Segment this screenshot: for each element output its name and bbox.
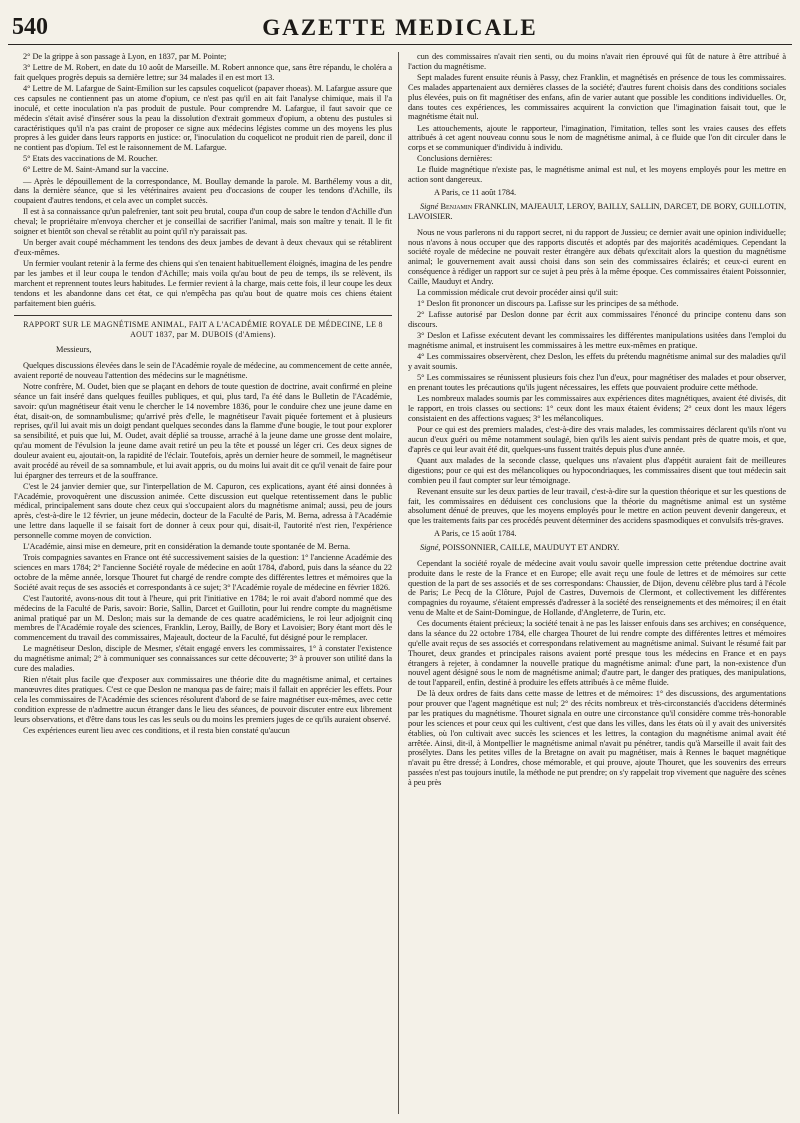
paragraph: Les attouchements, ajoute le rapporteur, l'imagination, l'imitation, telles sont les vraies causes des effets attribués à cet agent nouveau connu sous le nom de magnétisme animal, à ce fluide que l'on dit circuler dans le corps et se communiquer d'individu à individu. [408,123,786,153]
paragraph: Trois compagnies savantes en France ont été successivement saisies de la question: 1° l'ancienne Académie des sciences en mars 1784; 2° l'ancienne Société royale de médecine en août 1784, d'abord, puis dans la séance du 22 octobre de la même année, lorsque Thouret fut chargé de rendre compte des différentes lettres et mémoires que la Société avait reçus de ses associés et correspondants à ce sujet; 3° l'Académie royale de médecine en février 1826. [14,553,392,592]
paragraph: Notre confrère, M. Oudet, bien que se plaçant en dehors de toute question de doctrine, avait confirmé en pleine séance un fait inséré dans quelques feuilles publiques, et qui, plus tard, l'a été dans le Bulletin de l'Académie, savoir: qu'un magnétiseur était venu le chercher le 14 novembre 1836, pour le conduire chez une jeune dame en état, disait-on, de somnambulisme; qu'arrivé près d'elle, le magnétiseur l'avait piquée fortement et à plusieurs reprises, qu'il lui avait mis un doigt pendant quelques secondes dans la flamme d'une bougie, le tout pour explorer sa sensibilité, et puis que lui, M. Oudet, avait déplié sa trousse, arraché à la jeune dame une grosse dent molaire, qu'au moment de l'évulsion la jeune dame avait retiré un peu la tête et poussé un léger cri. Ces deux signes de douleur avaient eu, ajoutait-on, la rapidité de l'éclair. Toutefois, après un dernier heure de sommeil, le magnétiseur avait procédé au réveil de sa somnambule, et lui avait appris, ou du moins lui avait dit ce qu'il venait de faire pour lui épargner des terreurs et de la souffrance. [14,381,392,480]
paragraph: 6° Lettre de M. Saint-Amand sur la vaccine. [23,165,169,175]
paragraph: La commission médicale crut devoir procéder ainsi qu'il suit: [417,288,618,298]
page-header [8,10,792,45]
paragraph: C'est le 24 janvier dernier que, sur l'interpellation de M. Capuron, ces explications, ayant été ainsi données à l'Académie, provoquèrent une discussion animée. Cette discussion eut quelque retentissement dans le public médical, principalement sans doute chez ceux qui s'occupaient alors du magnétisme animal; aussi, peu de jours après, c'est-à-dire le 12 février, un jeune médecin, docteur de la Faculté de Paris, M. Berna, adressa à l'Académie une lettre dans laquelle il se faisait fort de donner à ceux pour qui, disait-il, l'autorité n'est rien, l'expérience personnelle comme moyen de conviction. [14,481,392,540]
paragraph: De là deux ordres de faits dans cette masse de lettres et de mémoires: 1° des discussions, des argumentations pour prouver que l'agent magnétique est nul; 2° des récits nombreux et très-circonstanciés d'accidens déterminés par les pratiques du magnétisme. Thouret signala en outre une circonstance qu'il considère comme très-honorable pour les sciences et pour ceux qui les cultivent, c'est que dans les villes, dans les états où il y avait des universités établies, où l'on cultivait avec succès les sciences et les lettres, la contagion du magnétisme animal avait été arrêtée. Ainsi, dit-il, à Montpellier le magnétisme animal n'avait pu pénétrer, tandis qu'à Marseille il avait fait des prosélytes. Dans les petites villes de la Bretagne on avait pu magnétiser, mais à Rennes le baquet magnétique n'avait pu être dressé; à Londres, chose mémorable, et qui prouve, ajoute Thouret, que les souvenirs des erreurs passées n'est pas toujours inutile, la méthode ne put prendre; on s'y rappelait trop vivement que naguère des scènes à peu près [408,689,786,787]
signature-b [408,543,786,553]
paragraph: 4° Les commissaires observèrent, chez Deslon, les effets du prétendu magnétisme animal sur des maladies qu'il y avait soumis. [408,352,786,372]
dateline-b: A Paris, ce 15 août 1784. [434,529,517,539]
paragraph: 5° Etats des vaccinations de M. Roucher. [23,154,158,164]
dateline-a: A Paris, ce 11 août 1784. [434,188,517,198]
report-title: RAPPORT SUR LE MAGNÉTISME ANIMAL, FAIT A L'ACADÉMIE ROYALE DE MÉDECINE, LE 8 AOUT 1837, par M. DUBOIS (d'Amiens). [14,315,392,340]
right-paragraphs-a [408,52,786,185]
paragraph: Il est à sa connaissance qu'un palefrenier, tant soit peu brutal, coupa d'un coup de sabre le tendon d'Achille d'un cheval; le propriétaire m'envoya chercher et je conseillai de sacrifier l'animal, mais son maître y tenait. Il le fit soigner et bientôt son cheval se rétablit au point qu'il n'y paraissait pas. [14,207,392,237]
signature-a-names: Benjamin FRANKLIN, MAJEAULT, LEROY, BAILLY, SALLIN, DARCET, DE BORY, GUILLOTIN, LAVOISIER. [408,202,786,221]
signature-a [408,202,786,222]
report-paragraphs [14,361,392,736]
paragraph: Quant aux malades de la seconde classe, quelques uns n'avaient plus d'appétit auraient fait de meilleures digestions; pour ce qui est des mélancoliques ou hypocondriaques, les commissaires disent que tout médecin sait combien peu il faut compter sur leur témoignage. [408,455,786,485]
paragraph: 2° De la grippe à son passage à Lyon, en 1837, par M. Pointe; [23,52,227,61]
paragraph: Revenant ensuite sur les deux parties de leur travail, c'est-à-dire sur la question théorique et sur les questions de fait, les commissaires en déduisent ces conclusions que la théorie du magnétisme animal est un système absolument dénué de preuves, que les moyens employés pour le mettre en action peuvent devenir dangereux, et que les traitements faits par ces procédés peuvent déterminer des accidens spasmodiques et convulsifs très-graves. [408,486,786,526]
paragraph: Cependant la société royale de médecine avait voulu savoir quelle impression cette prétendue doctrine avait produite dans le reste de la France et en Europe; elle avait reçu une foule de lettres et de mémoires sur cette question de la part de ses associés et de ses correspondans: Chaussier, de Dijon, devenu célèbre plus tard à l'école de Paris; Le Pecq de la Clôture, Pujol de Castres, Duvernois de Clermont, et collectivement les différentes compagnies du royaume, s'étaient empressés d'adresser à la société des renseignements et des mémoires; il en était venu de Malte et de Saint-Domingue, de Hollande, d'Angleterre, de Turin, etc. [408,558,786,618]
page-number: 540 [12,14,48,40]
paragraph: Ces expériences eurent lieu avec ces conditions, et il resta bien constaté qu'aucun [23,725,290,735]
paragraph: Pour ce qui est des premiers malades, c'est-à-dire des vrais malades, les commissaires déclarent qu'ils n'ont vu aucun d'eux guéri ou même notamment soulagé, bien qu'ils les aient suivis pendant près de quatre mois, et que, d'après ce qui leur avait été dit, quelques-uns fussent traités depuis plus d'une année. [408,425,786,454]
paragraph: Un fermier voulant retenir à la ferme des chiens qui s'en tenaient habituellement éloignés, imagina de les pendre par les jambes et il leur coupa le tendon d'Achille; mais voila qu'au bout de peu de temps, ils se relèvent, ils marchent et reprennent toutes leurs habitudes. Le fermier revient à la charge, mais cette fois, il leur coupe les deux tendons et les abandonne dans cet état, ce qui n'empêcha pas qu'au bout de quatre mois ces chiens étaient parfaitement bien guéris. [14,259,392,308]
paragraph: 1° Deslon fit prononcer un discours pa. Lafisse sur les principes de sa méthode. [417,299,679,309]
paragraph: 5° Les commissaires se réunissent plusieurs fois chez l'un d'eux, pour magnétiser des malades et pour observer, en prenant toutes les précautions qu'ils jugent nécessaires, les effets que pouvaient produire cette méthode. [408,373,786,393]
paragraph: Un berger avait coupé méchamment les tendons des deux jambes de devant à deux chevaux qui se rétablirent d'eux-mêmes. [14,238,392,258]
salutation: Messieurs, [56,345,92,355]
journal-title: GAZETTE MEDICALE [262,15,538,40]
paragraph: Ces documents étaient précieux; la société tenait à ne pas les laisser enfouis dans ses archives; en conséquence, dans la séance du 22 octobre 1784, elle chargea Thouret de lui rendre compte des différentes lettres et mémoires qu'elle avait reçus de ses associés et correspondans relativement au magnétisme animal. Suivant le résumé fait par Thouret, deux grandes et principales raisons avaient porté presque tous les médecins en France et en pays étrangers à rejeter, à condamner la nouvelle pratique du magnétisme animal: d'une part, la non-existence d'un nouvel agent désigné sous le nom de magnétisme animal; d'autre part, le danger des pratiques, des manipulations, de tout l'appareil, enfin, destiné à produire les effets attribués à ce même fluide. [408,619,786,688]
column-divider [398,52,399,1114]
left-column [14,52,392,1114]
paragraph: cun des commissaires n'avait rien senti, ou du moins n'avait rien éprouvé qui fût de nature à être attribué à l'action du magnétisme. [408,52,786,71]
left-column-paragraphs [14,52,392,308]
paragraph: Quelques discussions élevées dans le sein de l'Académie royale de médecine, au commencement de cette année, avaient reporté de nouveau l'attention des médecins sur le magnétisme. [14,361,392,380]
right-paragraphs-b [408,228,786,526]
right-paragraphs-c [408,559,786,788]
paragraph: Les nombreux malades soumis par les commissaires aux expériences dites magnétiques, avaient été divisés, dit le rapport, en trois classes ou sections: 1° ceux dont les maux étaient évidens; 2° ceux dont les maux légers consistaient en des affections vagues; 3° les mélancoliques. [408,394,786,423]
right-column [408,52,786,1114]
signature-b-names: POISSONNIER, CAILLE, MAUDUYT ET ANDRY. [442,542,620,552]
paragraph: — Après le dépouillement de la correspondance, M. Boullay demande la parole. M. Barthélemy vous a dit, dans la dernière séance, que si les vétérinaires avaient peu d'occasions de couper les tendons d'Achille, ils coupaient d'autres tendons, et cela avec un complet succès. [14,176,392,206]
signature-a-label: Signé [420,202,439,211]
paragraph: Le magnétiseur Deslon, disciple de Mesmer, s'était engagé envers les commissaires, 1° à constater l'existence du magnétisme animal; 2° à communiquer ses connaissances sur cette découverte; 3° à prouver son utilité dans la cure des maladies. [14,644,392,674]
signature-b-label: Signé, [420,542,441,552]
paragraph: Conclusions dernières: [417,154,493,164]
paragraph: 4° Lettre de M. Lafargue de Saint-Emilion sur les capsules coquelicot (papaver rhoeas). M. Lafargue assure que ces capsules ne contiennent pas un atome d'opium, ce n'est pas qu'il en ait fait l'analyse chimique, mais il l'a inoculé, et cette inoculation n'a pas produit de pustule. Pour comprendre M. Lafargue, il faut savoir que ce médecin s'était avisé d'insérer sous la peau la dissolution d'extrait gommeux d'opium, a obtenu des pustules si caractéristiques qu'il n'a pas craint de proposer ce signe aux médecins légistes comme un des moyens les plus propres à les guider dans leurs rapports en justice: or, l'inoculation du coquelicot ne produit rien de pareil, donc il ne contient pas d'opium. Tel est le raisonnement de M. Lafargue. [14,84,392,153]
paragraph: Sept malades furent ensuite réunis à Passy, chez Franklin, et magnétisés en présence de tous les commissaires. Ces malades appartenaient aux dernières classes de la société; d'autres furent choisis dans des conditions sociales plus élevées, puis on fit magnétiser des enfans, afin de varier autant que possible les conditions individuelles. Or, dans toutes ces expériences, les commissaires acquirent la conviction que l'imagination faisait tout, que le magnétisme était nul. [408,72,786,122]
paragraph: 3° Deslon et Lafisse exécutent devant les commissaires les différentes manipulations usitées dans l'emploi du magnétisme animal, et instruisent les commissaires à les mettre eux-mêmes en pratique. [408,331,786,351]
paragraph: Nous ne vous parlerons ni du rapport secret, ni du rapport de Jussieu; ce dernier avait une opinion individuelle; nous n'avons à nous occuper que des rapports discutés et adoptés par des majorités académiques. Cependant la société royale de médecine ne pouvait rester étrangère aux débats qu'excitait alors la question du magnétisme animal; le gouvernement avait aussi choisi dans son sein des commissaires éclairés; et ceux-ci eurent en conséquence à rédiger un rapport sur ce sujet à peu près à la même époque. Ces commissaires étaient Poissonnier, Caille, Mauduyt et Andry. [408,227,786,286]
paragraph: L'Académie, ainsi mise en demeure, prit en considération la demande toute spontanée de M. Berna. [23,542,351,552]
paragraph: 2° Lafisse autorisé par Deslon donne par écrit aux commissaires l'énoncé du principe contenu dans son discours. [408,310,786,330]
paragraph: 3° Lettre de M. Robert, en date du 10 août de Marseille. M. Robert annonce que, sans être répandu, le choléra a fait quelques progrès depuis sa dernière lettre; sur 34 malades il en est mort 13. [14,63,392,82]
paragraph: Le fluide magnétique n'existe pas, le magnétisme animal est nul, et les moyens employés pour les mettre en action sont dangereux. [408,165,786,185]
paragraph: Rien n'était plus facile que d'exposer aux commissaires une théorie dite du magnétisme animal, et certaines manœuvres dites pratiques. C'est ce que Deslon ne manqua pas de faire; mais il fallait en apprécier les effets. Pour cela les commissaires de l'Académie des sciences résolurent d'abord de se faire magnétiser eux-mêmes, avec cette condition expresse de n'admettre aucun étranger dans le lieu des séances, de pouvoir discuter entre eux librement leurs observations, et d'être dans tous les cas les seuls ou du moins les premiers juges de ce qu'ils auraient observé. [14,675,392,724]
paragraph: C'est l'autorité, avons-nous dit tout à l'heure, qui prit l'initiative en 1784; le roi avait d'abord nommé que des médecins de la Faculté de Paris, savoir: Borie, Sallin, Darcet et Guillotin, pour lui rendre compte du magnétisme animal pratiqué par un M. Deslon; mais sur la demande de ces quatre académiciens, le roi leur adjoignit cinq membres de l'Académie royale des sciences, Franklin, Leroy, Bailly, de Bory et Lavoisier; Bory étant mort dès le commencement du travail des commissaires, Majeault, docteur de la Faculté, fut désigné pour le remplacer. [14,593,392,643]
